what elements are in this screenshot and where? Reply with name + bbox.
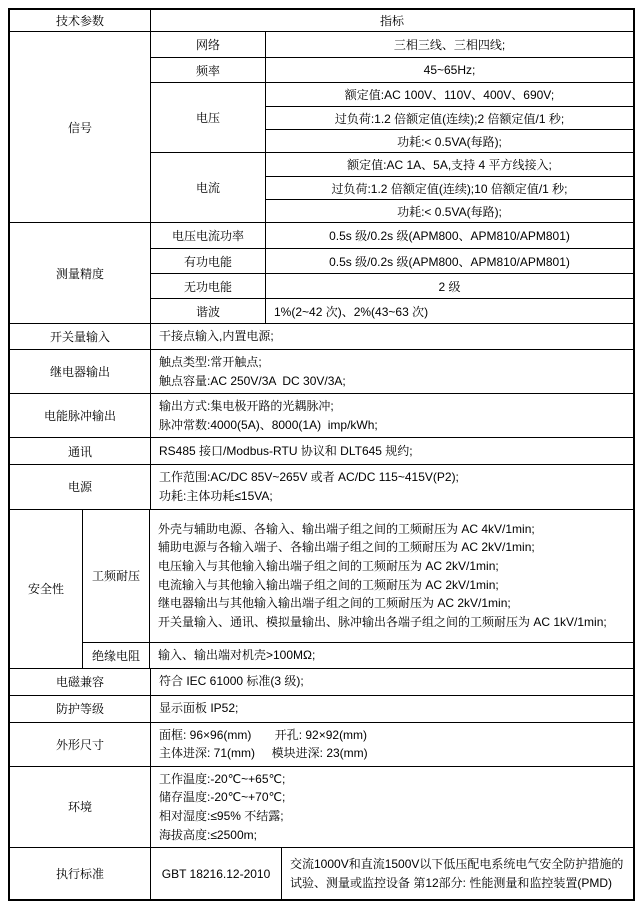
harmonics-label: 谐波: [151, 299, 266, 323]
section-standard: [10, 847, 633, 899]
standard-label: 执行标准: [10, 848, 151, 899]
voltage-consumption-value: 功耗:< 0.5VA(每路);: [266, 129, 633, 152]
communication-value: RS485 接口/Modbus-RTU 协议和 DLT645 规约;: [159, 444, 413, 459]
standard-code: GBT 18216.12-2010: [151, 848, 282, 899]
voltage-label: 电压: [151, 83, 266, 152]
section-safety: [10, 509, 633, 668]
table-header-row: [10, 10, 633, 31]
header-param-label: 技术参数: [10, 10, 151, 31]
frequency-value: 45~65Hz;: [423, 63, 476, 77]
environment-altitude: 海拔高度:≤2500m;: [159, 827, 257, 842]
section-environment: [10, 766, 633, 847]
section-power-supply: [10, 464, 633, 508]
environment-storage-temp: 储存温度:-20℃~+70℃;: [159, 790, 286, 805]
standard-description: 交流1000V和直流1500V以下低压配电系统电气安全防护措施的试验、测量或监控设备 第12部分: 性能测量和监控装置(PMD): [290, 857, 624, 890]
row-reactive-energy: [151, 273, 633, 298]
harmonics-value: 1%(2~42 次)、2%(43~63 次): [274, 304, 429, 319]
protection-grade-label: 防护等级: [10, 696, 151, 722]
withstand-line-2: 辅助电源与各输入端子、各输出端子组之间的工频耐压为 AC 2kV/1min;: [158, 540, 535, 555]
active-energy-value: 0.5s 级/0.2s 级(APM800、APM810/APM801): [329, 254, 570, 269]
withstand-line-5: 继电器输出与其他输入输出端子组之间的工频耐压为 AC 2kV/1min;: [158, 596, 511, 611]
signal-label: 信号: [10, 32, 151, 222]
section-accuracy: [10, 222, 633, 323]
insulation-resistance-value: 输入、输出端对机壳>100MΩ;: [158, 647, 316, 662]
row-withstand-voltage: [83, 510, 633, 642]
row-voltage: [151, 82, 633, 152]
row-active-energy: [151, 248, 633, 273]
dimensions-frame: 面框: 96×96(mm) 开孔: 92×92(mm): [159, 727, 368, 742]
section-pulse-output: [10, 393, 633, 437]
voltage-overload-value: 过负荷:1.2 倍额定值(连续);2 倍额定值/1 秒;: [266, 106, 633, 129]
section-digital-input: [10, 323, 633, 349]
withstand-line-3: 电压输入与其他输入输出端子组之间的工频耐压为 AC 2kV/1min;: [158, 558, 499, 573]
dimensions-depth: 主体进深: 71(mm) 模块进深: 23(mm): [159, 746, 368, 761]
pulse-output-constant: 脉冲常数:4000(5A)、8000(1A) imp/kWh;: [159, 417, 378, 432]
pulse-output-label: 电能脉冲输出: [10, 394, 151, 437]
spec-table: [8, 8, 635, 901]
digital-input-label: 开关量输入: [10, 324, 151, 349]
active-energy-label: 有功电能: [151, 249, 266, 273]
row-network: [151, 32, 633, 57]
power-accuracy-label: 电压电流功率: [151, 223, 266, 248]
pulse-output-mode: 输出方式:集电极开路的光耦脉冲;: [159, 399, 334, 414]
section-signal: [10, 31, 633, 222]
row-insulation-resistance: [83, 642, 633, 668]
power-accuracy-value: 0.5s 级/0.2s 级(APM800、APM810/APM801): [329, 229, 570, 243]
power-supply-range: 工作范围:AC/DC 85V~265V 或者 AC/DC 115~415V(P2);: [159, 470, 459, 485]
accuracy-label: 测量精度: [10, 223, 151, 323]
relay-output-label: 继电器输出: [10, 350, 151, 393]
reactive-energy-value: 2 级: [438, 279, 461, 294]
section-emc: [10, 668, 633, 695]
protection-grade-value: 显示面板 IP52;: [159, 701, 239, 716]
section-relay-output: [10, 349, 633, 393]
dimensions-label: 外形尺寸: [10, 723, 151, 766]
network-label: 网络: [151, 32, 266, 57]
power-supply-consumption: 功耗:主体功耗≤15VA;: [159, 488, 273, 503]
relay-contact-capacity: 触点容量:AC 250V/3A DC 30V/3A;: [159, 373, 346, 388]
withstand-line-4: 电流输入与其他输入输出端子组之间的工频耐压为 AC 2kV/1min;: [158, 577, 499, 592]
row-harmonics: [151, 298, 633, 323]
withstand-voltage-label: 工频耐压: [83, 510, 150, 642]
section-communication: [10, 437, 633, 464]
withstand-line-6: 开关量输入、通讯、模拟量输出、脉冲输出各端子组之间的工频耐压为 AC 1kV/1min;: [158, 614, 607, 629]
row-current: [151, 152, 633, 222]
row-frequency: [151, 57, 633, 82]
voltage-rated-value: 额定值:AC 100V、110V、400V、690V;: [344, 88, 555, 102]
current-consumption-value: 功耗:< 0.5VA(每路);: [266, 199, 633, 222]
reactive-energy-label: 无功电能: [151, 274, 266, 298]
insulation-resistance-label: 绝缘电阻: [83, 643, 150, 668]
safety-label: 安全性: [10, 510, 83, 668]
section-protection-grade: [10, 695, 633, 722]
digital-input-value: 干接点输入,内置电源;: [159, 329, 274, 344]
current-rated-value: 额定值:AC 1A、5A,支持 4 平方线接入;: [347, 158, 552, 172]
section-dimensions: [10, 722, 633, 766]
withstand-line-1: 外壳与辅助电源、各输入、输出端子组之间的工频耐压为 AC 4kV/1min;: [158, 521, 535, 536]
header-indicator-label: 指标: [379, 14, 404, 28]
environment-working-temp: 工作温度:-20℃~+65℃;: [159, 771, 286, 786]
current-label: 电流: [151, 153, 266, 222]
frequency-label: 频率: [151, 58, 266, 82]
power-supply-label: 电源: [10, 465, 151, 508]
network-value: 三相三线、三相四线;: [393, 38, 506, 52]
emc-value: 符合 IEC 61000 标准(3 级);: [159, 674, 304, 689]
emc-label: 电磁兼容: [10, 669, 151, 695]
environment-humidity: 相对湿度:≤95% 不结露;: [159, 808, 284, 823]
environment-label: 环境: [10, 767, 151, 847]
current-overload-value: 过负荷:1.2 倍额定值(连续);10 倍额定值/1 秒;: [266, 176, 633, 199]
communication-label: 通讯: [10, 438, 151, 464]
row-power-accuracy: [151, 223, 633, 248]
relay-contact-type: 触点类型:常开触点;: [159, 355, 262, 369]
